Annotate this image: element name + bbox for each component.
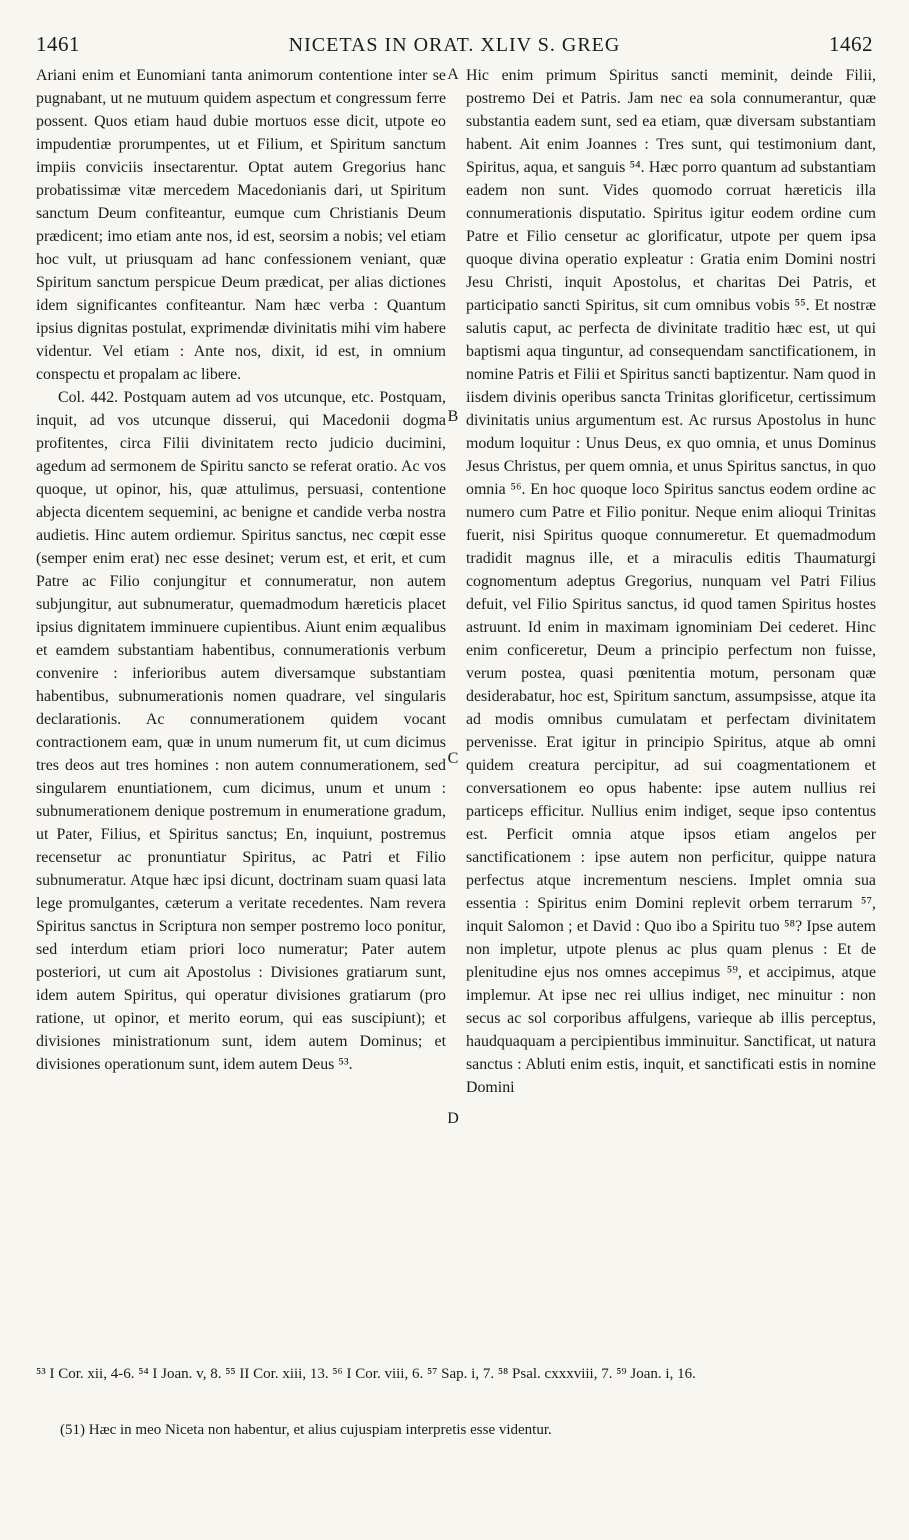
margin-marker: D [447, 1110, 459, 1127]
editor-note: (51) Hæc in meo Niceta non habentur, et alius cujuspiam interpretis esse videntur. [60, 1422, 552, 1438]
margin-marker: A [447, 66, 459, 83]
margin-marker: C [447, 750, 459, 767]
paragraph: Col. 442. Postquam autem ad vos utcunque, etc. Postquam, inquit, ad vos utcunque disserui, qui Macedonii dogma profitentes, circa Filii divinitatem recto judicio ducimini, agedum ad sermonem de Spiritu sancto se referat oratio. Ac vos quoque, ut opinor, his, quæ attulimus, persuasi, contentione abjecta dicentem sequemini, ac benigne et candide verba nostra audietis. Hinc autem ordiemur. Spiritus sanctus, nec cœpit esse (semper enim erat) nec esse desinet; verum est, et erit, et cum Patre ac Filio conjungitur et connumeratur, non autem subjungitur, aut subnumeratur, quemadmodum hæreticis placet ipsius dignitatem imminuere cupientibus. Aiunt enim æqualibus et eamdem substantiam habentibus, connumerationis verbum convenire : inferioribus autem diversamque substantiam habentibus, subnumerationis nomen quadrare, vel singularis declarationis. Ac connumerationem quidem vocant contractionem eam, quæ in unum numerum fit, ut cum dicimus tres deos aut tres homines : non autem connumerationem, sed singularem enuntiationem, cum dicimus, unum et unum : subnumerationem denique postremum in enumeratione gradum, ut Pater, Filius, et Spiritus sanctus; En, inquiunt, postremus recensetur ac pronuntiatur Spiritus, ac Patri et Filio subnumeratur. Atque hæc ipsi dicunt, doctrinam suam quasi lata lege promulgantes, cæterum a veritate recedentes. Nam revera Spiritus sanctus in Scriptura non semper postremo loco ponitur, sed interdum etiam priori loco numeratur; Pater autem posteriori, ut cum ait Apostolus : Divisiones gratiarum sunt, idem autem Spiritus, qui operatur divisiones gratiarum (pro ratione, ut opinor, et merito eorum, qui eas suscipiunt); et divisiones ministrationum sunt, idem autem Dominus; et divisiones operationum sunt, idem autem Deus ⁵³. [36, 389, 446, 1073]
footnotes: ⁵³ I Cor. xii, 4-6. ⁵⁴ I Joan. v, 8. ⁵⁵ II Cor. xiii, 13. ⁵⁶ I Cor. viii, 6. ⁵⁷ Sap. i, 7. ⁵⁸ Psal. cxxxviii, 7. ⁵⁹ Joan. i, 16. [36, 1366, 696, 1382]
left-column [36, 64, 446, 1076]
page-number-right: 1462 [829, 32, 873, 56]
page-header [36, 32, 873, 62]
page-number-left: 1461 [36, 32, 80, 56]
paragraph: Ariani enim et Eunomiani tanta animorum contentione inter se pugnabant, ut ne mutuum quidem aspectum et congressum ferre possent. Quos etiam haud dubie mortuos esse dicit, utpote eo impudentiæ prorumpentes, ut et Filium, et Spiritum sanctum impiis conviciis insectarentur. Optat autem Gregorius hanc probatissimæ vitæ mercedem Macedonianis dari, ut Spiritum sanctum Deum confiteantur, eumque cum Christianis Deum prædicent; imo etiam ante nos, id est, seorsim a nobis; vel etiam hoc vult, ut priusquam ad hanc confessionem veniant, quæ Spiritum sanctum perspicue Deum prædicat, per alias dictiones idem significantes confiteantur. Nam hæc verba : Quantum ipsius dignitas postulat, exprimendæ divinitatis mihi vim habere videntur. Vel etiam : Ante nos, dixit, id est, in omnium conspectu et propalam ac libere. [36, 67, 446, 383]
running-title: NICETAS IN ORAT. XLIV S. GREG [288, 34, 621, 56]
paragraph: Hic enim primum Spiritus sancti meminit, deinde Filii, postremo Dei et Patris. Jam nec ea sola connumerantur, quæ substantia eadem sunt, sed ea etiam, quæ diversam substantiam habent. Ait enim Joannes : Tres sunt, qui testimonium dant, Spiritus, aqua, et sanguis ⁵⁴. Hæc porro quantum ad substantiam eadem non sunt. Vides quomodo corruat hæreticis illa connumerationis disputatio. Spiritus igitur eodem ordine cum Patre et Filio censetur ac glorificatur, utpote per quem ipsa quoque divina operatio expleatur : Gratia enim Domini nostri Jesu Christi, inquit Apostolus, et charitas Dei Patris, et participatio sancti Spiritus, sit cum omnibus vobis ⁵⁵. Et nostræ salutis caput, ac perfecta de divinitate traditio hæc est, ut qui baptismi aqua tinguntur, ad consequendam sanctificationem, in nomine Patris et Filii et Spiritus sancti baptizentur. Nam quod in iisdem divinis operibus sancta Trinitas glorificetur, certissimum divinitatis unius argumentum est. Ac rursus Apostolus in hunc modum loquitur : Unus Deus, ex quo omnia, et unus Dominus Jesus Christus, per quem omnia, et unus Spiritus sanctus, in quo omnia ⁵⁶. En hoc quoque loco Spiritus sanctus eodem ordine ac numero cum Patre et Filio ponitur. Neque enim alioqui Trinitas fuerit, nisi Spiritus quoque connumeretur. Et quemadmodum tradidit magnus ille, et a miraculis editis Thaumaturgi cognomentum adeptus Gregorius, nunquam vel Patri Filius defuit, vel Filio Spiritus sanctus, id quod tamen Spiritus hostes astruunt. Id enim in maximam ignominiam Dei cederet. Hinc enim conficeretur, Deum a principio perfectum non fuisse, verum postea, quasi pœnitentia motum, personam quæ desiderabatur, hoc est, Spiritum sanctum, assumpsisse, atque ita ad modis omnibus cumulatam et perfectam divinitatem pervenisse. Erat igitur in principio Spiritus, atque ab omni quidem creatura percipitur, ad sui coagmentationem et conversationem eo opus habente: ipse autem nullius rei particeps efficitur. Nullius enim indiget, seque ipso contentus est. Perficit omnia atque ipsos etiam angelos per sanctificationem : ipse autem non perficitur, quippe natura perfectus atque incrementum nesciens. Implet omnia sua essentia : Spiritus enim Domini replevit orbem terrarum ⁵⁷, inquit Salomon ; et David : Quo ibo a Spiritu tuo ⁵⁸? Ipse autem non impletur, utpote plenus ac plus quam plenus : Et de plenitudine ejus nos omnes accepimus ⁵⁹, et accipimus, atque implemur. At ipse nec rei ullius indiget, nec minuitur : non secus ac sol corporibus affulgens, varieque ab illis perceptus, haudquaquam a percipientibus imminuitur. Sanctificat, ut natura sanctus : Abluti enim estis, inquit, et sanctificati estis in nomine Domini [466, 67, 876, 1096]
right-column [466, 64, 876, 1099]
margin-marker: B [447, 408, 459, 425]
